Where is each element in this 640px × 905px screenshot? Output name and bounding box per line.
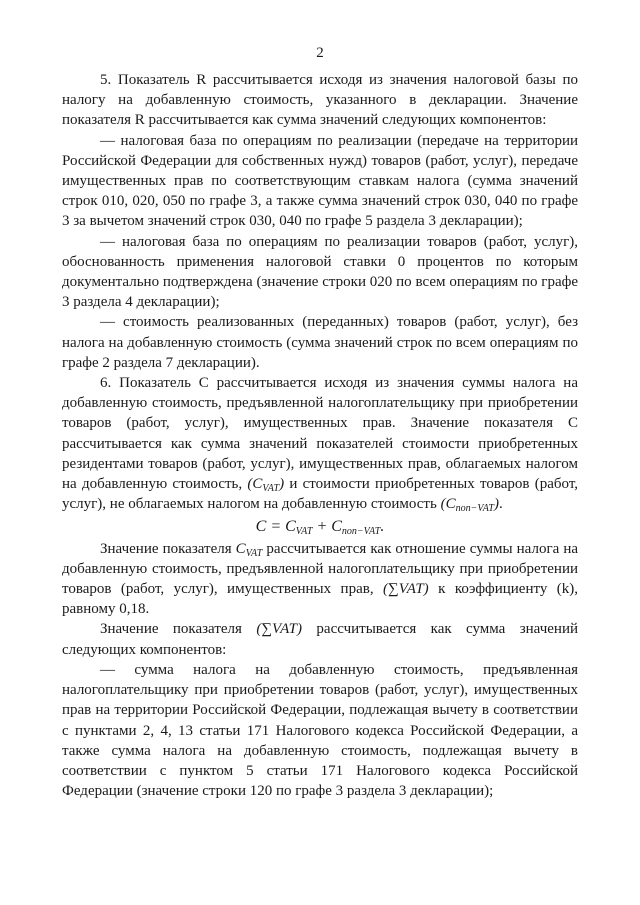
paragraph-6-mid: и стоимости приобретенных товаров (работ, услуг), не облагаемых налогом на добавленную стоимость	[62, 476, 579, 513]
document-body	[62, 70, 578, 801]
paragraph-5-item-2: — налоговая база по операциям по реализации товаров (работ, услуг), обоснованность применения налоговой ставки 0 процентов по которым документально подтверждена (значение строки 020 по всем операциям по графе 3 раздела 4 декларации);	[62, 233, 578, 311]
paragraph-6-text: 6. Показатель C рассчитывается исходя из значения суммы налога на добавленную стоимость, предъявленной налогоплательщику при приобретении товаров (работ, услуг), имущественных прав. Значение показателя C рассчитывается как сумма значений показателей стоимости приобретенных резидентами товаров (работ, услуг), имущественных прав, облагаемых налогом на добавленную стоимость,	[62, 375, 578, 493]
formula-c: $C = C_{VAT} + C_{non-VAT}$.	[255, 518, 385, 538]
paragraph-5-intro: 5. Показатель R рассчитывается исходя из значения налоговой базы по налогу на добавленную стоимость, указанного в декларации. Значение показателя R рассчитывается как сумма значений следующих компонентов:	[62, 72, 578, 129]
paragraph-sum-vat: Значение показателя (∑VAT) рассчитывается как сумма значений следующих компонентов:	[62, 621, 579, 658]
paragraph-5-item-1: — налоговая база по операциям по реализации (передаче на территории Российской Федерации для собственных нужд) товаров (работ, услуг), передаче имущественных прав по соответствующим ставкам налога (сумма значений строк 010, 020, 050 по графе 3, а также сумма значений строк 030, 040 по графе 3 за вычетом значений строк 030, 040 по графе 5 раздела 3 декларации);	[62, 132, 578, 230]
cvat-inline: $(C_{VAT})$	[247, 476, 285, 495]
paragraph-cvat: Значение показателя $C_{VAT}$ рассчитывается как отношение суммы налога на добавленную стоимость, предъявленной налогоплательщику при приобретении товаров (работ, услуг), имущественных прав, (∑VAT) к коэффициенту (k), равному 0,18.	[62, 540, 579, 618]
paragraph-sum-vat-item-1: — сумма налога на добавленную стоимость, предъявленная налогоплательщику при приобретении товаров (работ, услуг), имущественных прав на территории Российской Федерации, подлежащая вычету в соответствии с пунктами 2, 4, 13 статьи 171 Налогового кодекса Российской Федерации, а также сумма налога на добавленную стоимость, подлежащая вычету в соответствии с пунктом 5 статьи 171 Налогового кодекса Российской Федерации (значение строки 120 по графе 3 раздела 3 декларации);	[62, 661, 578, 800]
paragraph-5-item-3: — стоимость реализованных (переданных) товаров (работ, услуг), без налога на добавленную стоимость (сумма значений строк по всем операциям по графе 2 раздела 7 декларации).	[62, 314, 578, 371]
sum-vat-symbol: (∑VAT)	[383, 581, 429, 598]
cnonvat-inline: $(C_{non-VAT})$	[440, 496, 499, 515]
sum-vat-symbol-2: (∑VAT)	[256, 621, 303, 638]
paragraph-6: 6. Показатель C рассчитывается исходя из значения суммы налога на добавленную стоимость, предъявленной налогоплательщику при приобретении товаров (работ, услуг), имущественных прав. Значение показателя C рассчитывается как сумма значений показателей стоимости приобретенных резидентами товаров (работ, услуг), имущественных прав, облагаемых налогом на добавленную стоимость, $(C_{VAT})$ и стоимости приобретенных товаров (работ, услуг), не облагаемых налогом на добавленную стоимость $(C_{non-VAT})$.	[62, 375, 579, 515]
cvat-symbol: $C_{VAT}$	[235, 540, 263, 559]
page-number: 2	[316, 45, 324, 61]
